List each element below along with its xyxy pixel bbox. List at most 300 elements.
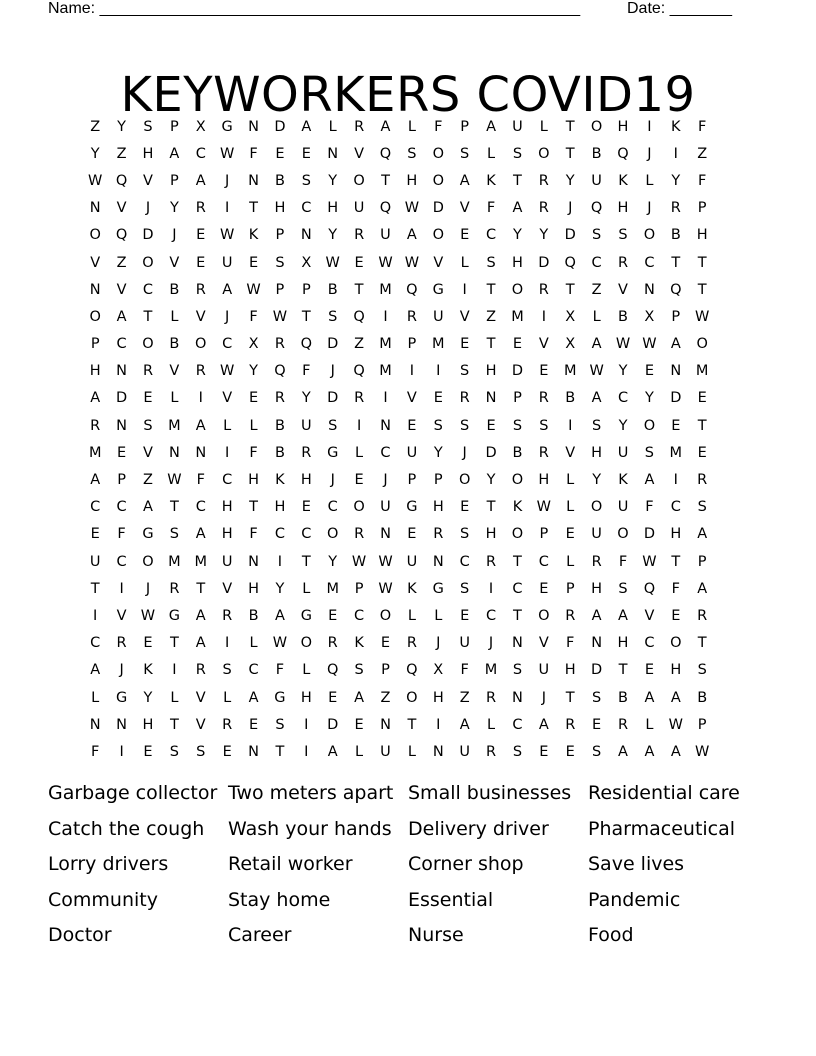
grid-letter: K: [354, 635, 364, 652]
grid-letter: T: [249, 499, 258, 516]
grid-letter: L: [566, 499, 575, 516]
grid-letter: R: [486, 553, 497, 570]
grid-letter: U: [353, 200, 365, 217]
grid-letter: A: [591, 336, 602, 353]
grid-letter: O: [432, 145, 444, 162]
grid-letter: U: [459, 635, 470, 652]
grid-letter: F: [645, 499, 654, 516]
grid-row: [82, 548, 742, 575]
grid-letter: B: [591, 145, 602, 162]
grid-letter: Y: [328, 227, 338, 244]
grid-letter: J: [647, 145, 652, 162]
grid-letter: D: [274, 118, 286, 135]
grid-letter: U: [221, 254, 233, 271]
grid-letter: M: [88, 444, 102, 461]
grid-letter: U: [591, 526, 602, 543]
grid-row: [82, 684, 742, 711]
grid-letter: O: [590, 118, 603, 135]
grid-letter: F: [302, 363, 311, 380]
grid-letter: Q: [115, 172, 128, 189]
word-list-item: Pharmaceutical: [588, 817, 736, 840]
grid-letter: A: [618, 607, 628, 624]
grid-letter: Y: [618, 363, 628, 380]
grid-letter: M: [168, 417, 181, 434]
grid-letter: E: [460, 227, 470, 244]
grid-letter: J: [541, 689, 546, 706]
grid-letter: L: [407, 607, 416, 624]
grid-letter: B: [670, 227, 681, 244]
grid-letter: Z: [354, 336, 365, 353]
grid-letter: A: [195, 635, 206, 652]
grid-letter: Q: [300, 336, 313, 353]
grid-letter: Y: [117, 118, 127, 135]
grid-letter: I: [198, 390, 203, 407]
grid-letter: Z: [697, 145, 708, 162]
grid-letter: D: [485, 444, 497, 461]
grid-letter: U: [89, 553, 101, 570]
grid-row: [82, 303, 742, 330]
grid-letter: T: [143, 308, 153, 325]
grid-letter: X: [301, 254, 312, 271]
grid-letter: H: [432, 499, 444, 516]
grid-letter: R: [459, 390, 470, 407]
grid-letter: S: [512, 145, 523, 162]
grid-row: [82, 439, 742, 466]
grid-letter: R: [591, 553, 602, 570]
grid-letter: O: [142, 336, 154, 353]
grid-letter: E: [143, 743, 153, 760]
grid-letter: U: [617, 444, 629, 461]
grid-letter: W: [272, 308, 288, 325]
grid-letter: P: [275, 281, 285, 298]
grid-letter: I: [356, 417, 362, 434]
grid-letter: H: [670, 662, 682, 679]
grid-letter: T: [671, 553, 681, 570]
grid-letter: O: [432, 227, 444, 244]
grid-letter: Z: [143, 472, 153, 489]
grid-letter: P: [460, 118, 470, 135]
grid-letter: N: [116, 417, 128, 434]
grid-letter: T: [301, 308, 311, 325]
grid-letter: H: [591, 444, 603, 461]
grid-letter: S: [592, 743, 602, 760]
grid-letter: O: [195, 336, 207, 353]
grid-letter: N: [591, 635, 603, 652]
grid-letter: A: [538, 716, 549, 733]
grid-letter: N: [643, 281, 655, 298]
grid-letter: L: [566, 553, 575, 570]
name-field-label: Name: ______________________________________________________: [48, 0, 581, 17]
grid-letter: M: [379, 336, 392, 353]
grid-letter: L: [355, 444, 364, 461]
grid-letter: T: [697, 254, 707, 271]
grid-letter: P: [354, 580, 364, 597]
word-list-item: Essential: [408, 888, 494, 911]
grid-letter: C: [301, 526, 312, 543]
grid-letter: A: [195, 526, 206, 543]
grid-letter: E: [565, 526, 575, 543]
grid-letter: S: [512, 417, 523, 434]
grid-letter: V: [565, 444, 576, 461]
grid-letter: V: [169, 254, 180, 271]
grid-letter: O: [327, 526, 339, 543]
grid-letter: I: [304, 743, 309, 760]
grid-letter: T: [275, 743, 285, 760]
grid-letter: I: [647, 118, 652, 135]
date-field-label: Date: _______: [627, 0, 732, 17]
grid-letter: B: [248, 607, 259, 624]
grid-row: [82, 113, 742, 140]
grid-letter: M: [326, 580, 339, 597]
grid-letter: W: [246, 281, 261, 298]
grid-letter: G: [115, 689, 128, 706]
grid-letter: N: [485, 390, 497, 407]
grid-letter: V: [222, 580, 233, 597]
grid-letter: W: [642, 553, 657, 570]
grid-letter: N: [432, 743, 444, 760]
grid-letter: B: [618, 689, 628, 706]
grid-letter: A: [327, 743, 338, 760]
grid-letter: E: [460, 607, 470, 624]
grid-letter: K: [486, 172, 496, 189]
grid-letter: A: [90, 662, 101, 679]
grid-letter: V: [116, 200, 127, 217]
grid-row: [82, 167, 742, 194]
grid-letter: H: [142, 716, 154, 733]
grid-letter: F: [249, 145, 258, 162]
grid-letter: W: [536, 499, 551, 516]
grid-letter: I: [436, 716, 441, 733]
word-list-item: Corner shop: [408, 853, 524, 875]
word-list-item: Nurse: [408, 924, 464, 946]
grid-letter: Y: [328, 553, 338, 570]
grid-letter: R: [617, 254, 629, 271]
grid-letter: E: [644, 662, 654, 679]
grid-letter: O: [538, 607, 550, 624]
grid-letter: K: [275, 472, 285, 489]
grid-letter: P: [301, 281, 311, 298]
grid-letter: N: [248, 118, 259, 135]
grid-letter: B: [565, 390, 576, 407]
grid-letter: S: [301, 172, 311, 189]
grid-letter: S: [460, 363, 470, 380]
grid-letter: R: [538, 172, 549, 189]
grid-letter: U: [617, 499, 629, 516]
grid-letter: P: [407, 472, 417, 489]
grid-letter: J: [647, 200, 652, 217]
grid-letter: H: [696, 227, 708, 244]
grid-letter: V: [169, 363, 180, 380]
grid-letter: E: [222, 743, 232, 760]
word-list-item: Save lives: [588, 853, 685, 875]
grid-letter: I: [488, 580, 494, 597]
grid-letter: C: [644, 254, 655, 271]
grid-letter: J: [225, 308, 230, 325]
grid-letter: S: [460, 145, 470, 162]
grid-letter: R: [670, 200, 681, 217]
grid-letter: T: [565, 118, 575, 135]
grid-letter: R: [222, 716, 233, 733]
grid-letter: A: [169, 145, 180, 162]
grid-letter: A: [670, 743, 681, 760]
grid-letter: J: [119, 662, 124, 679]
grid-letter: S: [354, 662, 364, 679]
grid-letter: T: [513, 607, 522, 624]
grid-letter: E: [275, 145, 285, 162]
grid-letter: L: [302, 662, 311, 679]
grid-letter: L: [487, 145, 496, 162]
grid-letter: F: [618, 553, 628, 570]
grid-letter: E: [644, 363, 654, 380]
grid-letter: I: [462, 281, 467, 298]
grid-letter: Q: [274, 363, 286, 380]
grid-letter: H: [221, 499, 233, 516]
grid-letter: G: [168, 607, 180, 624]
grid-letter: O: [142, 254, 154, 271]
word-list: [48, 778, 788, 956]
grid-letter: O: [379, 607, 392, 624]
grid-letter: W: [378, 254, 393, 271]
grid-letter: X: [248, 336, 259, 353]
grid-letter: P: [671, 308, 681, 325]
grid-letter: N: [89, 200, 101, 217]
grid-letter: C: [354, 607, 365, 624]
grid-letter: N: [512, 635, 523, 652]
grid-letter: A: [618, 743, 628, 760]
grid-letter: O: [511, 526, 524, 543]
grid-letter: F: [486, 200, 496, 217]
grid-letter: T: [618, 662, 628, 679]
grid-letter: A: [195, 607, 206, 624]
grid-letter: E: [143, 635, 153, 652]
grid-letter: O: [89, 308, 101, 325]
grid-row: [82, 630, 742, 657]
grid-letter: S: [169, 526, 179, 543]
grid-letter: A: [248, 689, 259, 706]
letter-grid: [82, 113, 742, 766]
grid-letter: C: [485, 607, 497, 624]
grid-letter: S: [618, 227, 628, 244]
grid-letter: M: [511, 308, 524, 325]
grid-letter: S: [592, 227, 602, 244]
grid-row: [82, 738, 742, 765]
grid-letter: W: [642, 336, 657, 353]
grid-letter: N: [248, 743, 259, 760]
grid-letter: L: [407, 118, 416, 135]
puzzle-title: KEYWORKERS COVID19: [120, 67, 696, 124]
grid-letter: A: [301, 118, 312, 135]
grid-letter: C: [195, 145, 206, 162]
grid-letter: E: [354, 716, 364, 733]
grid-letter: U: [301, 417, 312, 434]
grid-letter: L: [170, 308, 179, 325]
grid-letter: D: [538, 254, 550, 271]
grid-letter: S: [407, 145, 417, 162]
grid-letter: E: [539, 580, 549, 597]
grid-letter: C: [90, 499, 101, 516]
grid-letter: A: [486, 118, 497, 135]
grid-letter: R: [195, 200, 206, 217]
grid-row: [82, 276, 742, 303]
word-list-item: Small businesses: [408, 782, 572, 804]
grid-letter: R: [222, 607, 233, 624]
grid-letter: P: [697, 553, 707, 570]
word-list-item: Pandemic: [588, 888, 681, 911]
grid-letter: R: [195, 363, 206, 380]
grid-letter: O: [590, 499, 603, 516]
grid-letter: C: [90, 635, 101, 652]
grid-letter: J: [436, 635, 441, 652]
grid-letter: T: [486, 499, 496, 516]
grid-letter: E: [460, 499, 470, 516]
grid-letter: O: [643, 227, 656, 244]
grid-letter: V: [459, 308, 470, 325]
grid-letter: L: [487, 716, 496, 733]
grid-letter: Y: [644, 390, 654, 407]
grid-letter: U: [380, 227, 391, 244]
grid-letter: Z: [116, 145, 127, 162]
grid-letter: R: [354, 526, 365, 543]
grid-letter: H: [564, 662, 576, 679]
grid-letter: B: [274, 444, 285, 461]
grid-letter: F: [196, 472, 205, 489]
grid-letter: R: [538, 390, 549, 407]
grid-letter: T: [301, 553, 311, 570]
grid-letter: D: [327, 716, 339, 733]
grid-letter: R: [301, 444, 312, 461]
grid-letter: E: [301, 145, 311, 162]
grid-letter: P: [169, 118, 179, 135]
grid-letter: E: [248, 716, 259, 733]
word-list-item: Two meters apart: [228, 782, 394, 804]
grid-letter: N: [116, 716, 128, 733]
grid-letter: D: [327, 390, 339, 407]
grid-letter: N: [116, 363, 128, 380]
grid-letter: B: [697, 689, 708, 706]
grid-letter: X: [195, 118, 206, 135]
grid-letter: O: [353, 172, 365, 189]
grid-letter: V: [459, 200, 470, 217]
grid-letter: R: [617, 716, 629, 733]
grid-letter: W: [695, 308, 710, 325]
grid-row: [82, 711, 742, 738]
grid-letter: L: [566, 472, 575, 489]
grid-letter: H: [485, 363, 497, 380]
grid-letter: O: [458, 472, 471, 489]
grid-letter: U: [380, 743, 391, 760]
grid-letter: Q: [353, 308, 365, 325]
grid-letter: S: [592, 417, 602, 434]
grid-letter: S: [618, 580, 628, 597]
grid-letter: H: [221, 526, 233, 543]
grid-letter: H: [300, 472, 312, 489]
grid-letter: C: [116, 499, 127, 516]
grid-letter: R: [565, 716, 576, 733]
grid-letter: J: [488, 635, 494, 652]
grid-letter: Q: [406, 662, 418, 679]
grid-letter: S: [460, 417, 470, 434]
grid-letter: E: [512, 336, 523, 353]
grid-letter: E: [143, 390, 153, 407]
grid-letter: Y: [275, 580, 285, 597]
grid-letter: N: [432, 553, 444, 570]
grid-letter: C: [116, 553, 127, 570]
grid-letter: K: [407, 580, 417, 597]
grid-row: [82, 602, 742, 629]
grid-letter: E: [248, 390, 259, 407]
grid-letter: L: [645, 172, 654, 189]
grid-letter: V: [433, 254, 444, 271]
grid-letter: O: [511, 281, 524, 298]
grid-letter: H: [274, 200, 286, 217]
grid-letter: R: [274, 336, 285, 353]
grid-letter: P: [117, 472, 126, 489]
grid-letter: C: [116, 336, 127, 353]
grid-letter: T: [671, 254, 681, 271]
grid-letter: T: [513, 553, 522, 570]
grid-letter: W: [88, 172, 103, 189]
word-list-item: Wash your hands: [228, 817, 392, 840]
grid-letter: F: [249, 526, 258, 543]
grid-letter: O: [617, 526, 629, 543]
grid-letter: P: [381, 662, 390, 679]
grid-letter: U: [380, 499, 391, 516]
grid-letter: Z: [116, 254, 127, 271]
word-list-item: Community: [48, 888, 158, 911]
grid-letter: I: [172, 662, 177, 679]
grid-letter: T: [565, 145, 575, 162]
grid-letter: U: [538, 662, 550, 679]
grid-letter: U: [512, 118, 523, 135]
grid-letter: J: [145, 200, 151, 217]
grid-letter: E: [565, 743, 575, 760]
grid-letter: Y: [169, 200, 179, 217]
grid-letter: T: [381, 172, 390, 189]
grid-letter: I: [383, 390, 388, 407]
grid-letter: G: [432, 281, 444, 298]
grid-letter: U: [406, 444, 418, 461]
grid-letter: W: [219, 227, 235, 244]
grid-letter: E: [433, 390, 443, 407]
grid-letter: Y: [565, 172, 575, 189]
grid-letter: S: [644, 444, 654, 461]
grid-letter: E: [486, 417, 496, 434]
grid-letter: I: [383, 308, 388, 325]
grid-letter: N: [248, 553, 259, 570]
grid-letter: D: [327, 336, 339, 353]
grid-letter: T: [407, 716, 417, 733]
grid-letter: I: [277, 553, 283, 570]
grid-letter: A: [644, 689, 655, 706]
grid-letter: S: [143, 118, 153, 135]
grid-letter: K: [248, 227, 259, 244]
word-list-item: Lorry drivers: [48, 853, 169, 875]
grid-letter: U: [221, 553, 233, 570]
grid-letter: D: [643, 526, 655, 543]
grid-letter: F: [566, 635, 575, 652]
grid-letter: D: [432, 200, 444, 217]
grid-letter: H: [617, 118, 629, 135]
grid-letter: W: [378, 553, 393, 570]
word-list-item: Delivery driver: [408, 817, 549, 840]
grid-letter: A: [90, 472, 101, 489]
grid-letter: A: [116, 308, 127, 325]
word-list-item: Retail worker: [228, 853, 353, 875]
grid-letter: J: [568, 200, 573, 217]
grid-letter: C: [327, 499, 338, 516]
grid-letter: T: [486, 336, 496, 353]
grid-letter: R: [142, 363, 154, 380]
